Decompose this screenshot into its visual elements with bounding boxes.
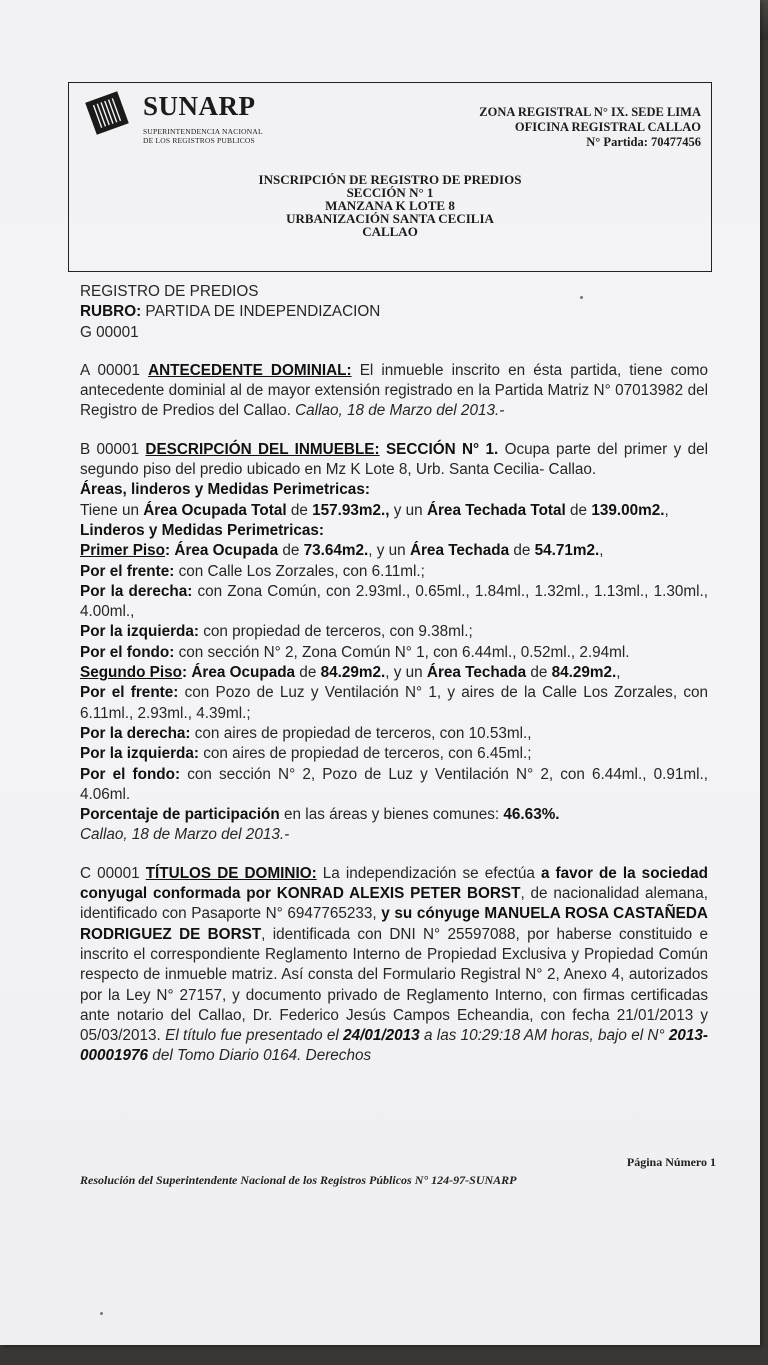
paper-speck bbox=[100, 1312, 103, 1315]
paper-speck bbox=[580, 296, 583, 299]
rubro-line: RUBRO: PARTIDA DE INDEPENDIZACION bbox=[80, 303, 381, 321]
linderos-heading: Linderos y Medidas Perimetricas: bbox=[80, 521, 324, 539]
title-line: INSCRIPCIÓN DE REGISTRO DE PREDIOS bbox=[258, 172, 522, 187]
title-line: MANZANA K LOTE 8 bbox=[325, 198, 455, 213]
footer-resolution: Resolución del Superintendente Nacional de los Registros Públicos N° 124-97-SUNARP bbox=[80, 1173, 517, 1187]
brand-subtitle-2: DE LOS REGISTROS PUBLICOS bbox=[143, 136, 255, 145]
area-total-line: Tiene un Área Ocupada Total de 157.93m2., y un Área Techada Total de 139.00m2., bbox=[80, 501, 669, 519]
section-b-date: Callao, 18 de Marzo del 2013.- bbox=[80, 826, 290, 844]
porcentaje-line: Porcentaje de participación en las áreas y bienes comunes: 46.63%. bbox=[80, 806, 560, 824]
p2-frente: Por el frente: con Pozo de Luz y Ventilación N° 1, y aires de la Calle Los Zorzales, con 6.11ml., 2.93ml., 4.39ml.; bbox=[80, 684, 708, 722]
title-line: CALLAO bbox=[362, 224, 418, 239]
p1-fondo: Por el fondo: con sección N° 2, Zona Común N° 1, con 6.44ml., 0.52ml., 2.94ml. bbox=[80, 643, 630, 661]
section-c: C 00001 TÍTULOS DE DOMINIO: La independización se efectúa a favor de la sociedad conyugal conformada por KONRAD ALEXIS PETER BORST, de nacionalidad alemana, identificado con Pasaporte N° 6947765233, y su cónyuge MANUELA ROSA CASTAÑEDA RODRIGUEZ DE BORST, identificada con DNI N° 25597088, por haberse constituido e inscrito el correspondiente Reglamento Interno de Propiedad Exclusiva y Propiedad Común respecto de inmueble matriz. Así consta del Formulario Registral N° 2, Anexo 4, autorizados por la Ley N° 27157, y documento privado de Reglamento Interno, con firmas certificadas ante notario del Callao, Dr. Federico Jesús Campos Echeandia, con fecha 21/01/2013 y 05/03/2013. El título fue presentado el 24/01/2013 a las 10:29:18 AM horas, bajo el N° 2013-00001976 del Tomo Diario 0164. Derechos bbox=[80, 864, 709, 1065]
document-header bbox=[68, 82, 712, 272]
title-line: SECCIÓN N° 1 bbox=[346, 185, 434, 200]
brand-subtitle-1: SUPERINTENDENCIA NACIONAL bbox=[143, 127, 263, 136]
page-number: Página Número 1 bbox=[626, 1155, 716, 1169]
section-a: A 00001 ANTECEDENTE DOMINIAL: El inmueble inscrito en ésta partida, tiene como antecedente dominial al de mayor extensión registrado en la Partida Matriz N° 07013982 del Registro de Predios del Callao. Callao, 18 de Marzo del 2013.- bbox=[80, 361, 708, 420]
section-b-intro: B 00001 DESCRIPCIÓN DEL INMUEBLE: SECCIÓN N° 1. Ocupa parte del primer y del segundo piso del predio ubicado en Mz K Lote 8, Urb. Santa Cecilia- Callao. bbox=[80, 440, 708, 479]
oficina-registral: OFICINA REGISTRAL CALLAO bbox=[514, 120, 701, 134]
p1-derecha: Por la derecha: con Zona Común, con 2.93ml., 0.65ml., 1.84ml., 1.32ml., 1.13ml., 1.30ml., 4.00ml., bbox=[80, 582, 708, 621]
sunarp-logo-icon bbox=[83, 89, 131, 137]
document-body bbox=[80, 282, 708, 1067]
p2-fondo: Por el fondo: con sección N° 2, Pozo de Luz y Ventilación N° 2, con 6.44ml., 0.91ml., 4.06ml. bbox=[80, 765, 708, 803]
p2-izquierda: Por la izquierda: con aires de propiedad de terceros, con 6.45ml.; bbox=[80, 745, 532, 763]
zona-registral: ZONA REGISTRAL N° IX. SEDE LIMA bbox=[479, 105, 701, 119]
brand-name: SUNARP bbox=[143, 91, 256, 121]
primer-piso-line: Primer Piso: Área Ocupada de 73.64m2., y un Área Techada de 54.71m2., bbox=[80, 542, 604, 560]
section-a-heading: ANTECEDENTE DOMINIAL: bbox=[148, 361, 352, 379]
registro-line: REGISTRO DE PREDIOS bbox=[80, 283, 259, 300]
p1-frente: Por el frente: con Calle Los Zorzales, con 6.11ml.; bbox=[80, 562, 425, 580]
rubro-code: G 00001 bbox=[80, 323, 139, 341]
p1-izquierda: Por la izquierda: con propiedad de terceros, con 9.38ml.; bbox=[80, 623, 473, 641]
office-info bbox=[479, 105, 701, 150]
inscription-title bbox=[69, 173, 711, 238]
section-b-heading: DESCRIPCIÓN DEL INMUEBLE: bbox=[145, 440, 380, 458]
areas-heading: Áreas, linderos y Medidas Perimetricas: bbox=[80, 481, 370, 499]
partida-number: N° Partida: 70477456 bbox=[586, 135, 701, 149]
p2-derecha: Por la derecha: con aires de propiedad de terceros, con 10.53ml., bbox=[80, 724, 532, 742]
section-c-heading: TÍTULOS DE DOMINIO: bbox=[145, 864, 317, 882]
title-line: URBANIZACIÓN SANTA CECILIA bbox=[286, 211, 494, 226]
segundo-piso-line: Segundo Piso: Área Ocupada de 84.29m2., y un Área Techada de 84.29m2., bbox=[80, 664, 621, 682]
